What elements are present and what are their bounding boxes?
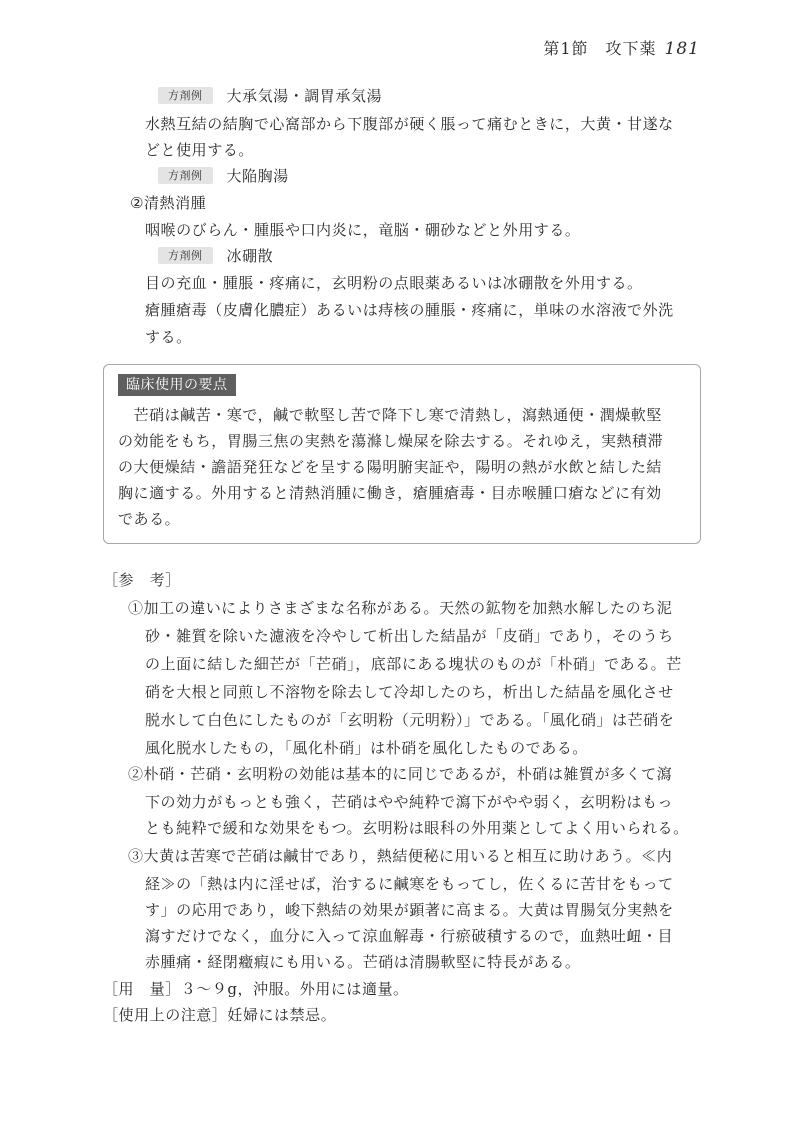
running-head bbox=[543, 36, 700, 59]
reference-heading: ［参 考］ bbox=[103, 571, 181, 589]
reference-line: 風化脱水したもの，「風化朴硝」は朴硝を風化したものである。 bbox=[145, 739, 588, 757]
reference-line: 経≫の「熱は内に淫せば，治するに鹹寒をもってし，佐くるに苦甘をもって bbox=[145, 875, 674, 893]
body-line: どと使用する。 bbox=[145, 141, 254, 159]
clinical-points-title: 臨床使用の要点 bbox=[118, 374, 236, 396]
formula-example-1 bbox=[158, 84, 382, 108]
caution-line: ［使用上の注意］妊婦には禁忌。 bbox=[103, 1006, 337, 1024]
reference-line: ③大黄は苦寒で芒硝は鹹甘であり，熱結便秘に用いると相互に助けあう。≪内 bbox=[128, 847, 673, 865]
formula-label-badge: 方剤例 bbox=[158, 167, 213, 184]
dosage-line: ［用 量］３～９g，沖服。外用には適量。 bbox=[103, 980, 409, 998]
reference-line: す」の応用であり，峻下熱結の効果が顕著に高まる。大黄は胃腸気分実熱を bbox=[145, 901, 674, 919]
reference-line: 硝を大根と同煎し不溶物を除去して冷却したのち，析出した結晶を風化させ bbox=[145, 683, 674, 701]
reference-line: 瀉すだけでなく，血分に入って涼血解毒・行瘀破積するので，血熱吐衄・目 bbox=[145, 927, 674, 945]
clinical-line: の大便燥結・譫語発狂などを呈する陽明腑実証や，陽明の熱が水飲と結した結 bbox=[118, 458, 662, 476]
subheading-clear-heat: ②清熱消腫 bbox=[130, 194, 207, 212]
reference-line: 赤腫痛・経閉癥瘕にも用いる。芒硝は清腸軟堅に特長がある。 bbox=[145, 953, 581, 971]
formula-text: 大承気湯・調胃承気湯 bbox=[226, 87, 383, 105]
formula-label-badge: 方剤例 bbox=[158, 87, 213, 104]
body-line: 咽喉のびらん・腫脹や口内炎に，竜脳・硼砂などと外用する。 bbox=[145, 221, 581, 239]
clinical-line: である。 bbox=[118, 510, 181, 528]
formula-text: 冰硼散 bbox=[226, 247, 274, 265]
reference-line: 下の効力がもっとも強く，芒硝はやや純粋で瀉下がやや弱く，玄明粉はもっ bbox=[145, 793, 674, 811]
reference-line: とも純粋で緩和な効果をもつ。玄明粉は眼科の外用薬としてよく用いられる。 bbox=[145, 819, 689, 837]
section-title: 第1節 攻下薬 bbox=[543, 39, 657, 58]
clinical-line: の効能をもち，胃腸三焦の実熱を蕩滌し燥屎を除去する。それゆえ，実熱積滞 bbox=[118, 432, 664, 450]
reference-line: 砂・雑質を除いた濾液を冷やして析出した結晶が「皮硝」であり，そのうち bbox=[145, 627, 674, 645]
body-line: する。 bbox=[145, 328, 192, 346]
reference-line: ②朴硝・芒硝・玄明粉の効能は基本的に同じであるが，朴硝は雑質が多くて瀉 bbox=[128, 765, 673, 783]
reference-line: 脱水して白色にしたものが「玄明粉（元明粉）」である。「風化硝」は芒硝を bbox=[145, 711, 675, 729]
clinical-points-box bbox=[103, 364, 701, 544]
formula-text: 大陥胸湯 bbox=[226, 167, 289, 185]
body-line: 瘡腫瘡毒（皮膚化膿症）あるいは痔核の腫脹・疼痛に，単味の水溶液で外洗 bbox=[145, 301, 674, 319]
formula-label-badge: 方剤例 bbox=[158, 247, 213, 264]
body-line: 目の充血・腫脹・疼痛に，玄明粉の点眼薬あるいは冰硼散を外用する。 bbox=[145, 274, 643, 292]
body-line: 水熱互結の結胸で心窩部から下腹部が硬く脹って痛むときに，大黄・甘遂な bbox=[145, 115, 674, 133]
reference-line: の上面に結した細芒が「芒硝」，底部にある塊状のものが「朴硝」である。芒 bbox=[145, 655, 682, 673]
formula-example-3 bbox=[158, 244, 273, 268]
page-number: 181 bbox=[664, 39, 700, 59]
clinical-line: 胸に適する。外用すると清熱消腫に働き，瘡腫瘡毒・目赤喉腫口瘡などに有効 bbox=[118, 484, 662, 502]
reference-line: ①加工の違いによりさまざまな名称がある。天然の鉱物を加熱水解したのち泥 bbox=[128, 599, 673, 617]
formula-example-2 bbox=[158, 164, 289, 188]
clinical-line: 芒硝は鹹苦・寒で，鹹で軟堅し苦で降下し寒で清熱し，瀉熱通便・潤燥軟堅 bbox=[118, 406, 662, 424]
